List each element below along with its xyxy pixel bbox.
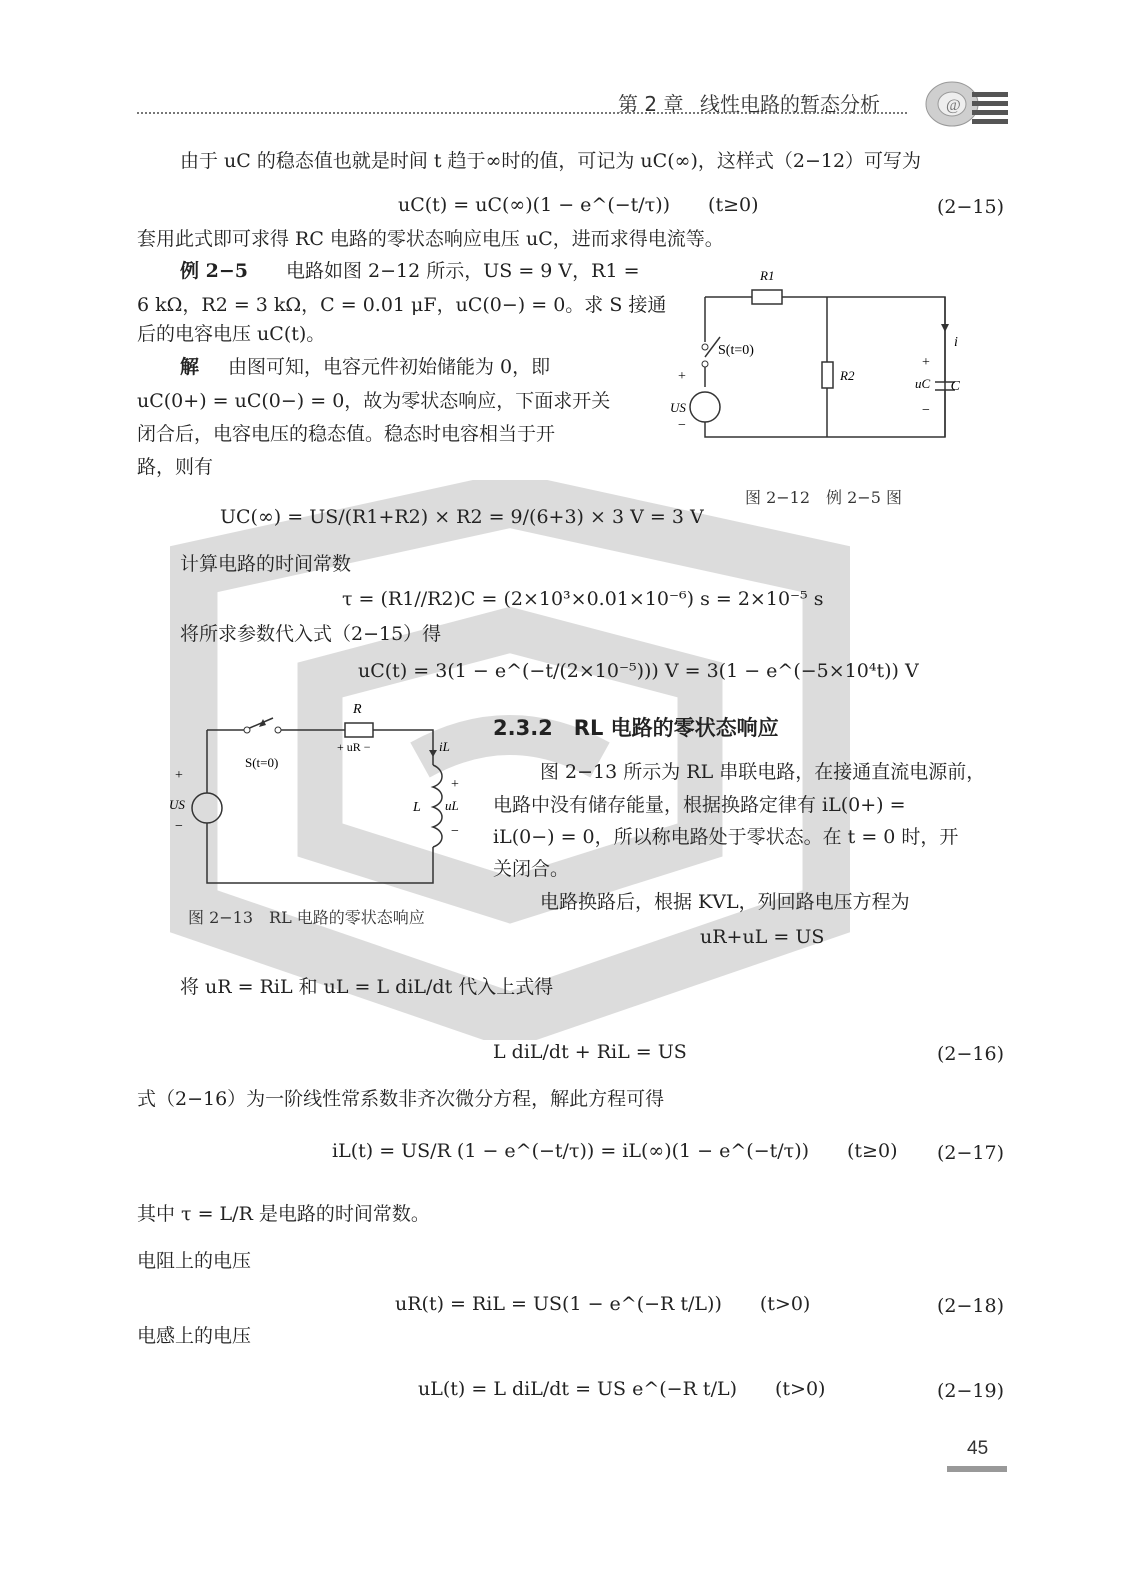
label-src2-plus: + — [175, 768, 183, 783]
example-label: 例 2−5 — [180, 260, 248, 282]
chapter-logo-icon — [910, 70, 1010, 132]
chapter-number: 第 2 章 — [618, 92, 684, 116]
solution-label: 解 — [180, 356, 200, 378]
section-title-2-3-2: 2.3.2 RL 电路的零状态响应 — [493, 716, 779, 740]
label-r: R — [353, 702, 362, 717]
chapter-title: 线性电路的暂态分析 — [700, 92, 880, 116]
rl-line-1: 图 2−13 所示为 RL 串联电路，在接通直流电源前， — [540, 761, 986, 783]
figure-2-12-circuit — [660, 262, 960, 482]
paragraph-tau-lr: 其中 τ = L/R 是电路的时间常数。 — [137, 1203, 430, 1225]
page-number: 45 — [967, 1438, 989, 1459]
equation-tau: τ = (R1//R2)C = (2×10³×0.01×10⁻⁶) s = 2×10⁻⁵ s — [342, 588, 824, 610]
page-number-bar — [947, 1466, 1007, 1472]
paragraph-2-16: 式（2−16）为一阶线性常系数非齐次微分方程，解此方程可得 — [137, 1088, 665, 1110]
label-ul-plus: + — [451, 777, 459, 792]
label-ur: + uR − — [337, 740, 371, 754]
solution-line-3: 闭合后，电容电压的稳态值。稳态时电容相当于开 — [137, 423, 556, 445]
label-uc: uC — [915, 376, 931, 391]
paragraph-time-constant: 计算电路的时间常数 — [180, 553, 352, 575]
label-i: i — [954, 335, 958, 350]
paragraph-steady-state: 由于 uC 的稳态值也就是时间 t 趋于∞时的值，可记为 uC(∞)，这样式（2−12）可写为 — [180, 150, 922, 172]
label-r1: R1 — [760, 268, 775, 283]
resistor-r1-symbol — [752, 290, 782, 304]
label-ul: uL — [445, 798, 459, 813]
voltage-source-symbol — [690, 392, 720, 422]
svg-text:@: @ — [946, 97, 961, 114]
equation-number-2-18: (2−18) — [937, 1295, 1005, 1317]
paragraph-substitute-2: 将 uR = RiL 和 uL = L diL/dt 代入上式得 — [180, 976, 554, 998]
label-switch-2: S(t=0) — [245, 755, 279, 770]
inductor-symbol — [433, 765, 442, 847]
label-uc-plus: + — [922, 355, 930, 370]
example-line-1: 电路如图 2−12 所示，US = 9 V，R1 = — [286, 260, 640, 282]
label-c: C — [950, 379, 960, 394]
figure-2-13-caption: 图 2−13 RL 电路的零状态响应 — [188, 908, 425, 927]
paragraph-substitute: 将所求参数代入式（2−15）得 — [180, 623, 442, 645]
label-l: L — [413, 800, 421, 815]
label-us-2: US — [169, 797, 185, 812]
label-src-minus: − — [678, 418, 686, 433]
solution-line-4: 路，则有 — [137, 456, 214, 478]
equation-2-19: uL(t) = L diL/dt = US e^(−R t/L) (t>0) — [418, 1378, 826, 1400]
label-src2-minus: − — [175, 819, 183, 834]
label-us: US — [670, 400, 686, 415]
equation-2-15: uC(t) = uC(∞)(1 − e^(−t/τ)) (t≥0) — [398, 194, 759, 216]
equation-uc-t: uC(t) = 3(1 − e^(−t/(2×10⁻⁵))) V = 3(1 − e^(−5×10⁴t)) V — [358, 660, 919, 682]
paragraph-rc-response: 套用此式即可求得 RC 电路的零状态响应电压 uC，进而求得电流等。 — [137, 228, 724, 250]
label-switch: S(t=0) — [718, 343, 754, 358]
equation-number-2-16: (2−16) — [937, 1043, 1005, 1065]
rl-line-3: iL(0−) = 0，所以称电路处于零状态。在 t = 0 时，开 — [493, 826, 959, 848]
paragraph-kvl: 电路换路后，根据 KVL，列回路电压方程为 — [540, 891, 910, 913]
resistor-r-symbol — [345, 723, 373, 737]
equation-uc-infinity: UC(∞) = US/(R1+R2) × R2 = 9/(6+3) × 3 V = 3 V — [220, 506, 704, 528]
example-line-3: 后的电容电压 uC(t)。 — [137, 323, 326, 345]
rl-line-2: 电路中没有储存能量，根据换路定律有 iL(0+) = — [493, 794, 906, 816]
label-uc-minus: − — [922, 403, 930, 418]
rl-line-4: 关闭合。 — [493, 858, 570, 880]
equation-kvl: uR+uL = US — [700, 926, 825, 948]
resistor-r2-symbol — [822, 362, 833, 388]
equation-number-2-19: (2−19) — [937, 1380, 1005, 1402]
paragraph-resistor-voltage: 电阻上的电压 — [137, 1250, 252, 1272]
header-divider — [137, 112, 907, 114]
label-il: iL — [439, 739, 450, 754]
equation-number-2-17: (2−17) — [937, 1142, 1005, 1164]
figure-2-13-circuit — [165, 695, 475, 895]
example-line-2: 6 kΩ，R2 = 3 kΩ，C = 0.01 μF，uC(0−) = 0。求 S 接通 — [137, 294, 667, 316]
voltage-source-2-symbol — [192, 793, 222, 823]
label-ul-minus: − — [451, 824, 459, 839]
solution-line-2: uC(0+) = uC(0−) = 0，故为零状态响应，下面求开关 — [137, 390, 611, 412]
label-src-plus: + — [678, 369, 686, 384]
solution-line-1: 由图可知，电容元件初始储能为 0，即 — [228, 356, 551, 378]
figure-2-12-caption: 图 2−12 例 2−5 图 — [745, 488, 902, 507]
equation-2-18: uR(t) = RiL = US(1 − e^(−R t/L)) (t>0) — [395, 1293, 811, 1315]
label-r2: R2 — [840, 368, 855, 383]
equation-2-16: L diL/dt + RiL = US — [493, 1041, 687, 1063]
paragraph-inductor-voltage: 电感上的电压 — [137, 1325, 252, 1347]
equation-2-17: iL(t) = US/R (1 − e^(−t/τ)) = iL(∞)(1 − e^(−t/τ)) (t≥0) — [332, 1140, 898, 1162]
equation-number-2-15: (2−15) — [937, 196, 1005, 218]
